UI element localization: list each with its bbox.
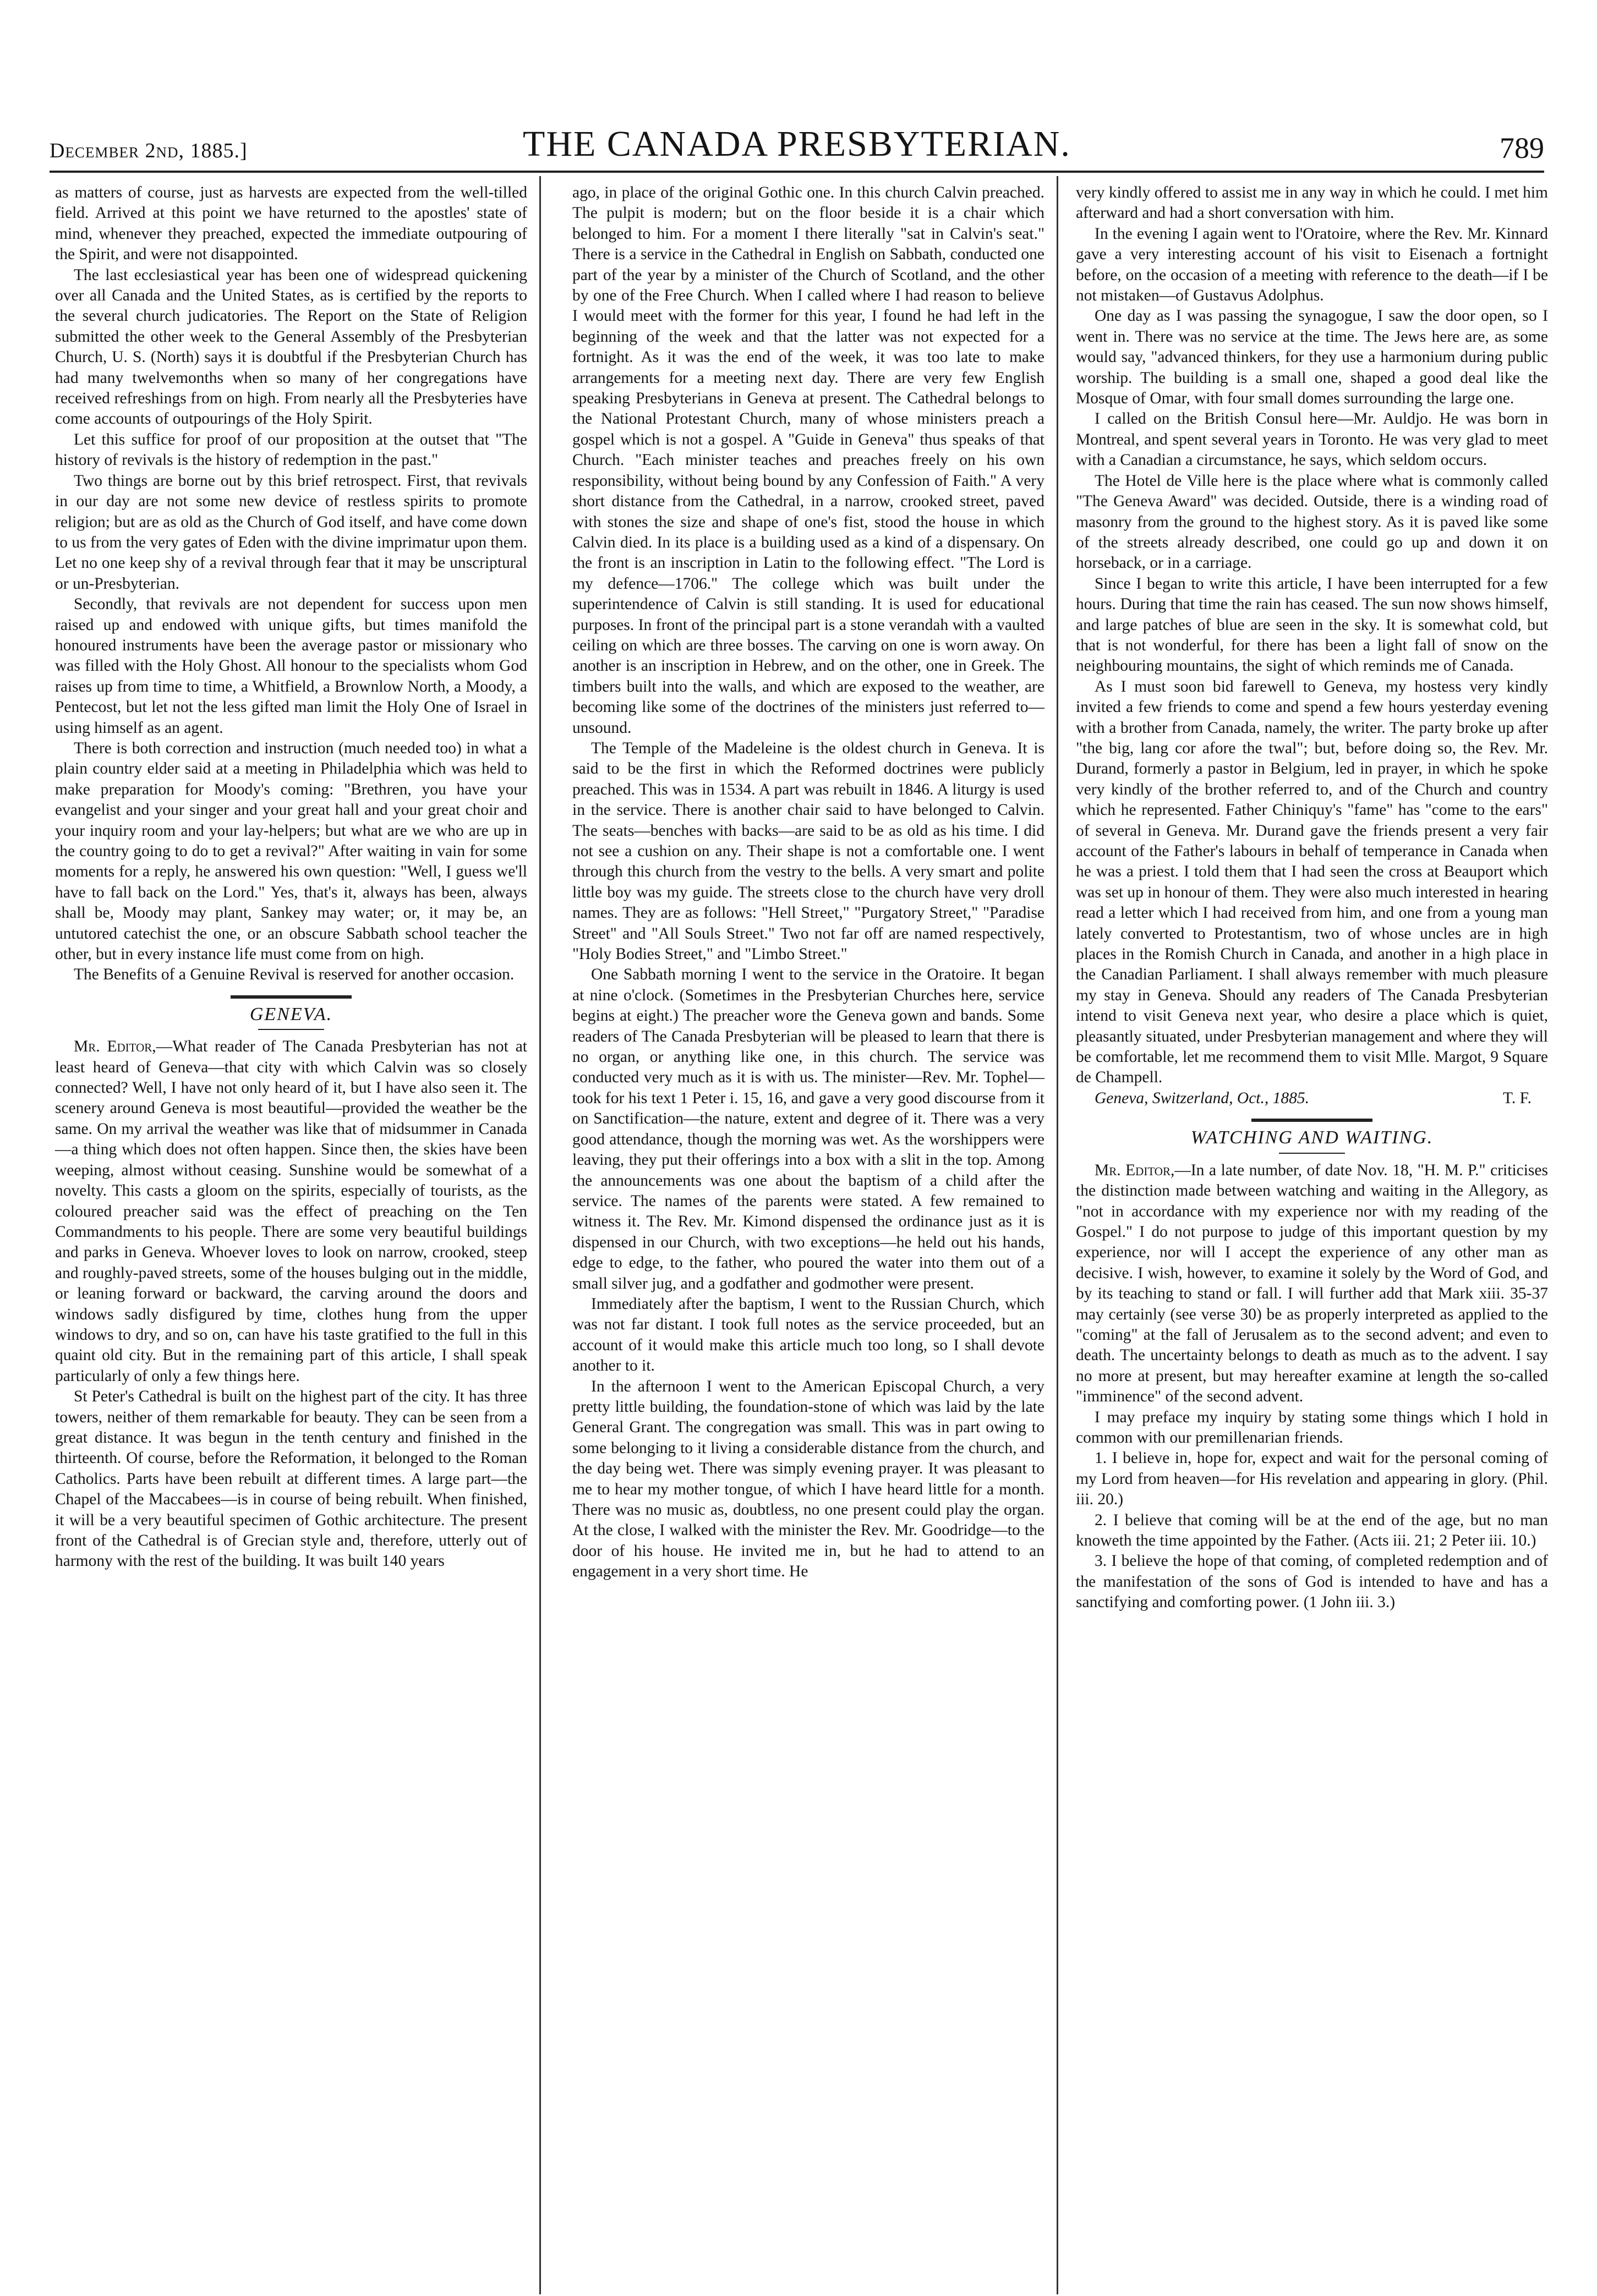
paragraph: [55, 1037, 527, 1387]
signature-place: Geneva, Switzerland, Oct., 1885.: [1095, 1089, 1309, 1107]
column-1: [55, 183, 527, 1572]
section-title: GENEVA.: [249, 1004, 333, 1024]
paragraph: 3. I believe the hope of that coming, of completed redemption and of the manifestation of the sons of God is intended to have and has a sanctifying and comforting power. (1 John iii. 3.): [1076, 1552, 1548, 1612]
paragraph: Since I began to write this article, I have been interrupted for a few hours. During that time the rain has ceased. The sun now shows himself, and large patches of blue are seen in the sky. It is somewhat cold, but that is not wonderful, for there has been a light fall of snow on the neighbouring mountains, the sight of which reminds me of Canada.: [1076, 574, 1548, 675]
heading-rule: [231, 995, 352, 999]
paragraph: as matters of course, just as harvests are expected from the well-tilled field. Arrived at this point we have returned to the apostles' state of mind, whenever they preached, expected the immediate outpouring of the Spirit, and were not disappointed.: [55, 184, 527, 264]
paragraph: I called on the British Consul here—Mr. Auldjo. He was born in Montreal, and spent several years in Toronto. He was very glad to meet with a Canadian a circumstance, he says, which seldom occurs.: [1076, 410, 1548, 469]
paragraph: Secondly, that revivals are not dependent for success upon men raised up and endowed with unique gifts, but times manifold the honoured instruments have been the average pastor or missionary who was filled with the Holy Ghost. All honour to the specialists whom God raises up from time to time, a Whitfield, a Brownlow North, a Moody, a Pentecost, but let not the less gifted man limit the Holy One of Israel in using himself as an agent.: [55, 595, 527, 737]
paragraph: There is both correction and instruction (much needed too) in what a plain country elder said at a meeting in Philadelphia which was held to make preparation for Moody's coming: "Brethren, you have your evangelist and your singer and your great hall and your great choir and your inquiry room and your lay-helpers; but what are we who are up in the country going to do to get a revival?" After waiting in vain for some moments for a reply, he answered his own question: "Well, I guess we'll have to fall back on the Lord." Yes, that's it, always has been, always shall be, Moody may plant, Sankey may water; or, it may be, an untutored catechist the one, or an obscure Sabbath school teacher the other, but in every instance life must come from on high.: [55, 739, 527, 963]
paragraph: One day as I was passing the synagogue, I saw the door open, so I went in. There was no service at the time. The Jews here are, as some would say, "advanced thinkers, for they use a harmonium during public worship. The building is a small one, shaped a good deal like the Mosque of Omar, with four small domes surrounding the large one.: [1076, 307, 1548, 408]
masthead: [50, 110, 1544, 173]
paragraph: The Hotel de Ville here is the place where what is commonly called "The Geneva Award" was decided. Outside, there is a winding road of masonry from the ground to the highest story. As it is paved like some of the streets already described, one could go up and down it on horseback, or in a carriage.: [1076, 472, 1548, 572]
paragraph-text: —In a late number, of date Nov. 18, "H. M. P." criticises the distinction made between watching and waiting in the Allegory, as "not in accordance with my experience nor with my reading of the Gospel." I do not purpose to judge of this important question by my experience, nor will I accept the experience of any other man as decisive. I wish, however, to examine it solely by the Word of God, and by its teaching to stand or fall. I will further add that Mark xiii. 35-37 may certainly (see verse 30) be as properly interpreted as applied to the "coming" at the fall of Jerusalem as to the second advent; and even to death. The uncertainty belongs to death as much as to the advent. I say no more at present, but may hereafter examine at length the so-called "imminence" of the second advent.: [1076, 1161, 1548, 1406]
paragraph: As I must soon bid farewell to Geneva, my hostess very kindly invited a few friends to come and spend a few hours yesterday evening with a brother from Canada, namely, the writer. The party broke up after "the big, lang cor afore the twal"; but, before doing so, the Rev. Mr. Durand, formerly a pastor in Belgium, led in prayer, in which he spoke very kindly of the brother referred to, and of the Church and country which he represented. Father Chiniquy's "fame" has "come to the ears" of several in Geneva. Mr. Durand gave the friends present a very fair account of the Father's labours in behalf of temperance in Canada when he was a priest. I told them that I had seen the cross at Beauport which was set up in honour of them. They were also much interested in hearing read a letter which I had received from him, and one from a young man lately converted to Protestantism, two of whose uncles are in high places in the Romish Church in Canada, and another in a high place in the Canadian Parliament. I shall always remember with much pleasure my stay in Geneva. Should any readers of The Canada Presbyterian intend to visit Geneva next year, who desire a place which is quiet, pleasantly situated, under Presbyterian management and where they will be comfortable, let me recommend them to visit Mlle. Margot, 9 Square de Champell.: [1076, 677, 1549, 1087]
paragraph: ago, in place of the original Gothic one. In this church Calvin preached. The pulpit is modern; but on the floor beside it is a chair which belonged to him. For a moment I there literally "sat in Calvin's seat." There is a service in the Cathedral in English on Sabbath, conducted one part of the year by a minister of the Church of Scotland, and the other by one of the Free Church. When I called where I had reason to believe I would meet with the former for this year, I found he had left in the beginning of the week and that the latter was not expected for a fortnight. As it was the end of the week, it was too late to make arrangements for a meeting next day. There are very few English speaking Presbyterians in Geneva at present. The Cathedral belongs to the National Protestant Church, many of whose ministers preach a gospel which is not a gospel. A "Guide in Geneva" thus speaks of that Church. "Each minister teaches and preaches freely on his own responsibility, without being bound by any Confession of Faith." A very short distance from the Cathedral, in a narrow, crooked street, paved with stones the size and shape of one's fist, stood the house in which Calvin died. In its place is a building used as a kind of a dispensary. On the front is an inscription in Latin to the following effect. "The Lord is my defence—1706." The college which was built under the superintendence of Calvin is still standing. It is used for educational purposes. In front of the principal part is a stone verandah with a vaulted ceiling on which are three bosses. The carving on one is worn away. On another is an inscription in Hebrew, and on the other, one in Greek. The timbers built into the walls, and which are exposed to the weather, are becoming like some of the doctrines of the ministers just referred to—unsound.: [572, 184, 1044, 737]
page-number: 789: [1500, 131, 1544, 165]
paragraph: I may preface my inquiry by stating some things which I hold in common with our premillenarian friends.: [1076, 1408, 1548, 1446]
paragraph: The Benefits of a Genuine Revival is reserved for another occasion.: [74, 966, 515, 984]
paragraph: very kindly offered to assist me in any way in which he could. I met him afterward and had a short conversation with him.: [1076, 184, 1548, 222]
column-rule-2: [1057, 176, 1058, 2294]
column-2: [572, 183, 1044, 1582]
salutation: Mr. Editor,: [1095, 1161, 1175, 1179]
salutation: Mr. Editor,: [74, 1038, 156, 1056]
signature-initials: T. F.: [1503, 1089, 1532, 1107]
column-rule-1: [539, 176, 541, 2294]
paragraph: Let this suffice for proof of our proposition at the outset that "The history of revivals is the history of redemption in the past.": [55, 430, 527, 469]
signature-line: [1076, 1088, 1548, 1109]
paragraph: One Sabbath morning I went to the service in the Oratoire. It began at nine o'clock. (Sometimes in the Presbyterian Churches here, service begins at eight.) The preacher wore the Geneva gown and bands. Some readers of The Canada Presbyterian will be pleased to learn that there is no organ, or anything like one, in this church. The service was conducted very much as it is with us. The minister—Rev. Mr. Tophel—took for his text 1 Peter i. 15, 16, and gave a very good discourse from it on Sanctification—the nature, extent and degree of it. There was a very good attendance, though the morning was wet. As the worshippers were leaving, they put their offerings into a box with a slit in the top. Among the announcements was one about the baptism of a child after the service. The names of the parents were stated. A few remained to witness it. The Rev. Mr. Kimond dispensed the ordinance just as it is dispensed in our Church, with two exceptions—he held out his hands, edge to edge, to the father, who poured the water into them out of a small silver jug, and a godfather and godmother were present.: [572, 966, 1044, 1292]
paragraph: The last ecclesiastical year has been one of widespread quickening over all Canada and the United States, as is certified by the reports to the several church judicatories. The Report on the State of Religion submitted the other week to the General Assembly of the Presbyterian Church, U. S. (North) says it is doubtful if the Presbyterian Church has had many twelvemonths when so many of her congregations have received refreshings from on high. From nearly all the Presbyteries have come accounts of outpourings of the Holy Spirit.: [55, 266, 527, 428]
paragraph: Two things are borne out by this brief retrospect. First, that revivals in our day are not some new device of restless spirits to promote religion; but are as old as the Church of God itself, and have come down to us from the very gates of Eden with the divine imprimatur upon them. Let no one keep shy of a revival through fear that it may be unscriptural or un-Presbyterian.: [55, 472, 527, 593]
heading-rule: [1279, 1153, 1345, 1154]
paragraph: 1. I believe in, hope for, expect and wait for the personal coming of my Lord from heaven—for His revelation and appearing in glory. (Phil. iii. 20.): [1076, 1449, 1548, 1509]
paragraph: 2. I believe that coming will be at the end of the age, but no man knoweth the time appointed by the Father. (Acts iii. 21; 2 Peter iii. 10.): [1076, 1511, 1548, 1549]
section-heading-geneva: [55, 995, 527, 1030]
heading-rule: [258, 1029, 324, 1030]
column-3: [1076, 183, 1548, 1613]
section-title: WATCHING AND WAITING.: [1190, 1127, 1434, 1148]
paragraph: The Temple of the Madeleine is the oldest church in Geneva. It is said to be the first in which the Reformed doctrines were publicly preached. This was in 1534. A part was rebuilt in 1846. A liturgy is used in the service. There is another chair said to have belonged to Calvin. The seats—benches with backs—are said to be as old as his time. I did not see a cushion on any. Their shape is not a comfortable one. I went through this church from the vestry to the bells. A very smart and polite little boy was my guide. The streets close to the church have very droll names. They are as follows: "Hell Street," "Purgatory Street," "Paradise Street" and "All Souls Street." Two not far off are named respectively, "Holy Bodies Street," and "Limbo Street.": [572, 739, 1044, 963]
paragraph: [1076, 1160, 1548, 1407]
publication-title: THE CANADA PRESBYTERIAN.: [523, 124, 1071, 164]
paragraph: In the afternoon I went to the American Episcopal Church, a very pretty little building, the foundation-stone of which was laid by the late General Grant. The congregation was small. This was in part owing to some belonging to it living a considerable distance from the church, and the day being wet. There was simply evening prayer. It was pleasant to me to hear my mother tongue, of which I have heard little for a month. There was no music as, doubtless, no one present could play the organ. At the close, I walked with the minister the Rev. Mr. Goodridge—to the door of his house. He invited me in, but he had to attend to an engagement in a very short time. He: [572, 1377, 1044, 1581]
section-heading-watching: [1076, 1119, 1548, 1153]
paragraph: Immediately after the baptism, I went to the Russian Church, which was not far distant. I took full notes as the service proceeded, but an account of it would make this article much too long, so I shall devote another to it.: [572, 1295, 1044, 1375]
paragraph-text: —What reader of The Canada Presbyterian has not at least heard of Geneva—that city with which Calvin was so closely connected? Well, I have not only heard of it, but I have also seen it. The scenery around Geneva is most beautiful—provided the weather be the same. On my arrival the weather was like that of midsummer in Canada—a thing which does not often happen. Since then, the skies have been weeping, almost without ceasing. Sunshine would be somewhat of a novelty. This casts a gloom on the spirits, especially of tourists, as the coloured preacher said was the effect of preaching on the Ten Commandments to his people. There are some very beautiful buildings and parks in Geneva. Whoever loves to look on narrow, crooked, steep and roughly-paved streets, some of the houses bulging out in the middle, or leaning forward or backward, the carving around the doors and windows sadly disfigured by time, clothes hung from the upper windows to dry, and so on, can have his taste gratified to the full in this quaint old city. But in the remaining part of this article, I shall speak particularly of only a few things here.: [55, 1038, 527, 1385]
heading-rule: [1251, 1119, 1372, 1122]
paragraph: St Peter's Cathedral is built on the highest part of the city. It has three towers, neither of them remarkable for beauty. They can be seen from a great distance. It was begun in the tenth century and finished in the thirteenth. Of course, before the Reformation, it belonged to the Roman Catholics. Parts have been rebuilt at different times. A large part—the Chapel of the Maccabees—is in course of being rebuilt. When finished, it will be a very beautiful specimen of Gothic architecture. The present front of the Cathedral is of Grecian style and, therefore, utterly out of harmony with the rest of the building. It was built 140 years: [55, 1388, 527, 1570]
issue-date: December 2nd, 1885.]: [50, 139, 248, 162]
paragraph: In the evening I again went to l'Oratoire, where the Rev. Mr. Kinnard gave a very interesting account of his visit to Eisenach a fortnight before, on the occasion of a meeting with reference to the death—if I be not mistaken—of Gustavus Adolphus.: [1076, 224, 1548, 305]
